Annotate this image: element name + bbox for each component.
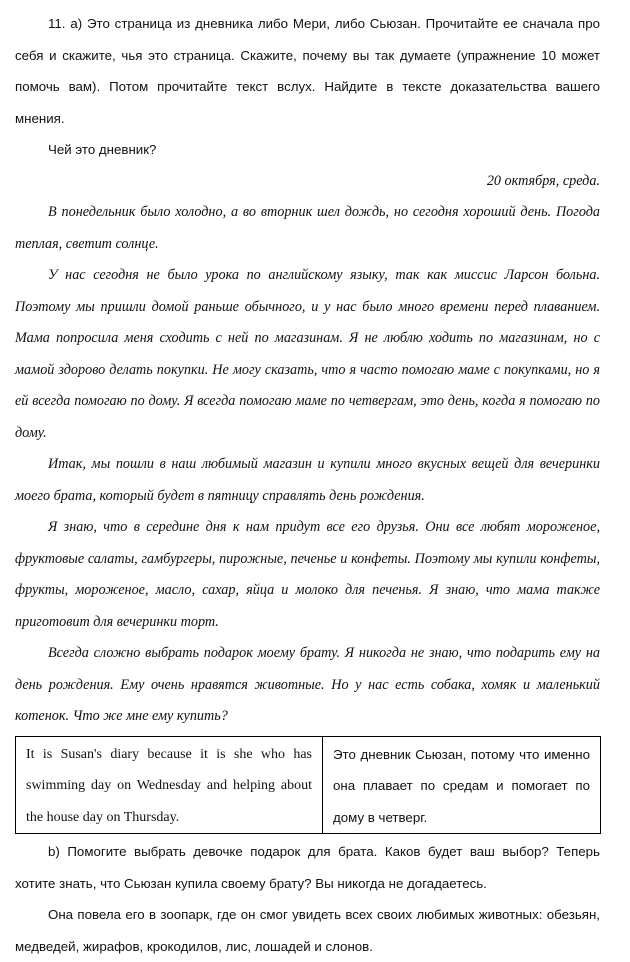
exercise-question: Чей это дневник? — [48, 142, 157, 157]
diary-paragraph: Я знаю, что в середине дня к нам придут все его друзья. Они все любят мороженое, фруктовые салаты, гамбургеры, пирожные, печенье и конфеты. Поэтому мы купили конфеты, фрукты, мороженое, масло, сахар, яйца и молоко для печенья. Я знаю, что мама также приготовит для вечеринки торт. — [15, 519, 600, 630]
diary-date: 20 октября, среда. — [486, 172, 600, 189]
diary-paragraph: В понедельник было холодно, а во вторник шел дождь, но сегодня хороший день. Погода теплая, светит солнце. — [15, 204, 600, 252]
answer-row — [16, 736, 601, 834]
answer-table — [15, 736, 601, 835]
diary-paragraph: У нас сегодня не было урока по английскому языку, так как миссис Ларсон больна. Поэтому мы пришли домой раньше обычного, и у нас было много времени перед плаванием. Мама попросила меня сходить с ней по магазинам. Я не люблю ходить по магазинам, но с мамой здорово делать покупки. Не могу сказать, что я часто помогаю маме с покупками, но я ей всегда помогаю по дому. Я всегда помогаю маме по четвергам, это день, когда я помогаю по дому. — [15, 267, 600, 441]
diary-paragraph: Всегда сложно выбрать подарок моему брату. Я никогда не знаю, что подарить ему на день рождения. Ему очень нравятся животные. Но у нас есть собака, хомяк и маленький котенок. Что же мне ему купить? — [15, 645, 600, 724]
diary-paragraph: Итак, мы пошли в наш любимый магазин и купили много вкусных вещей для вечеринки моего брата, который будет в пятницу справлять день рождения. — [15, 456, 600, 504]
answer-english: It is Susan's diary because it is she who has swimming day on Wednesday and helping about the house day on Thursday. — [16, 736, 323, 834]
answer-russian: Это дневник Сьюзан, потому что именно она плавает по средам и помогает по дому в четверг. — [323, 736, 601, 834]
textbook-page — [15, 8, 600, 962]
part-b-answer: Она повела его в зоопарк, где он смог увидеть всех своих любимых животных: обезьян, медведей, жирафов, крокодилов, лис, лошадей и слонов. — [15, 907, 600, 954]
part-b-task: b) Помогите выбрать девочке подарок для брата. Каков будет ваш выбор? Теперь хотите знать, что Сьюзан купила своему брату? Вы никогда не догадаетесь. — [15, 844, 600, 891]
exercise-intro: 11. a) Это страница из дневника либо Мери, либо Сьюзан. Прочитайте ее сначала про себя и скажите, чья это страница. Скажите, почему вы так думаете (упражнение 10 может помочь вам). Потом прочитайте текст вслух. Найдите в тексте доказательства вашего мнения. — [15, 16, 600, 126]
